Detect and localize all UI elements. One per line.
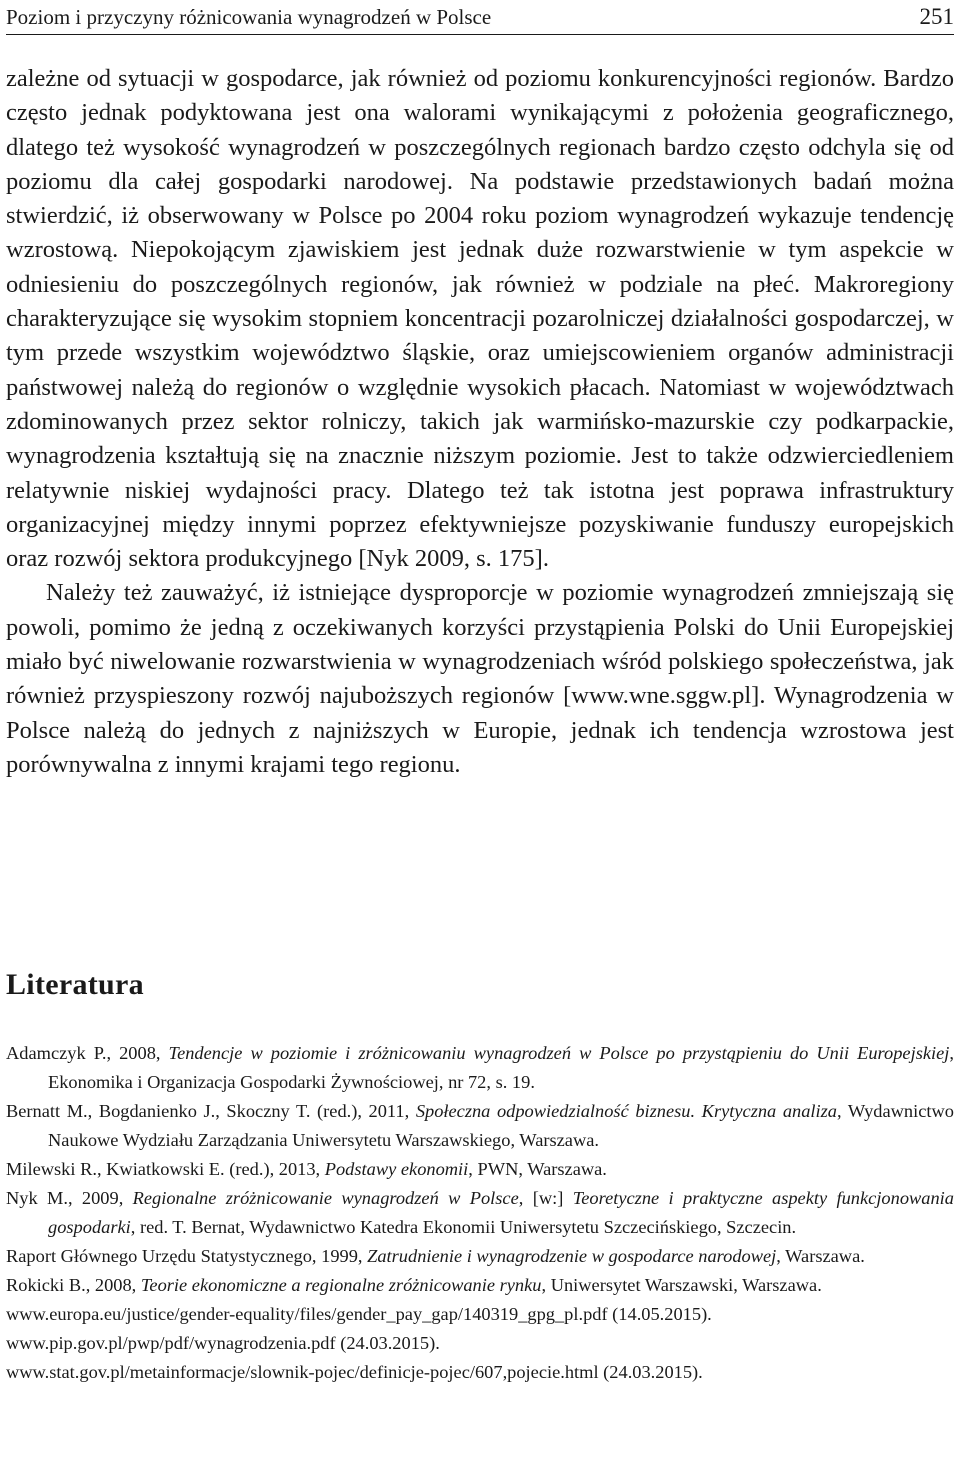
reference-details: , Uniwersytet Warszawski, Warszawa. — [541, 1275, 822, 1295]
reference-author: Nyk M., 2009, — [6, 1188, 133, 1208]
reference-item — [6, 1039, 954, 1097]
reference-details: , Warszawa. — [776, 1246, 865, 1266]
page-number: 251 — [919, 4, 954, 29]
paragraph: Należy też zauważyć, iż istniejące dysproporcje w poziomie wynagrodzeń zmniejszają się powoli, pomimo że jedną z oczekiwanych korzyści przystąpienia Polski do Unii Europejskiej miało być niwelowanie rozwarstwienia w wynagrodzeniach wśród polskiego społeczeństwa, jak również przyspieszony rozwój najuboższych regionów [www.wne.sggw.pl]. Wynagrodzenia w Polsce należą do jednych z najniższych w Europie, jednak ich tendencja wzrostowa jest porównywalna z innymi krajami tego regionu. — [6, 579, 954, 778]
reference-details: , red. T. Bernat, Wydawnictwo Katedra Ekonomii Uniwersytetu Szczecińskiego, Szczecin. — [130, 1217, 797, 1237]
reference-details: , Wydawnictwo Naukowe Wydziału Zarządzania Uniwersytetu Warszawskiego, Warszawa. — [48, 1101, 954, 1150]
running-header — [6, 0, 954, 35]
reference-author: Bernatt M., Bogdanienko J., Skoczny T. (red.), 2011, — [6, 1101, 416, 1121]
reference-connector: , [w:] — [518, 1188, 573, 1208]
reference-book-title: Teoretyczne i praktyczne aspekty funkcjonowania gospodarki — [48, 1188, 954, 1237]
reference-author: Milewski R., Kwiatkowski E. (red.), 2013, — [6, 1159, 325, 1179]
reference-title: Społeczna odpowiedzialność biznesu. Krytyczna analiza — [415, 1101, 837, 1121]
reference-author: Adamczyk P., 2008, — [6, 1043, 169, 1063]
reference-url: www.pip.gov.pl/pwp/pdf/wynagrodzenia.pdf (24.03.2015). — [6, 1333, 440, 1353]
reference-details: , PWN, Warszawa. — [468, 1159, 607, 1179]
reference-author: Rokicki B., 2008, — [6, 1275, 141, 1295]
reference-item — [6, 1271, 954, 1300]
reference-title: Regionalne zróżnicowanie wynagrodzeń w Polsce — [132, 1188, 519, 1208]
section-heading-literature: Literatura — [6, 968, 144, 1001]
reference-title: Zatrudnienie i wynagrodzenie w gospodarce narodowej — [367, 1246, 777, 1266]
reference-item — [6, 1242, 954, 1271]
reference-item — [6, 1097, 954, 1155]
reference-url: www.stat.gov.pl/metainformacje/slownik-pojec/definicje-pojec/607,pojecie.html (24.03.2015). — [6, 1362, 703, 1382]
reference-details: , Ekonomika i Organizacja Gospodarki Żywnościowej, nr 72, s. 19. — [48, 1043, 955, 1092]
reference-item — [6, 1155, 954, 1184]
body-text — [6, 62, 954, 782]
reference-title: Teorie ekonomiczne a regionalne zróżnicowanie rynku — [140, 1275, 542, 1295]
reference-author: Raport Głównego Urzędu Statystycznego, 1999, — [6, 1246, 368, 1266]
reference-list — [6, 1039, 954, 1387]
reference-item — [6, 1184, 954, 1242]
reference-title: Tendencje w poziomie i zróżnicowaniu wynagrodzeń w Polsce po przystąpieniu do Unii Europejskiej — [168, 1043, 950, 1063]
reference-url: www.europa.eu/justice/gender-equality/files/gender_pay_gap/140319_gpg_pl.pdf (14.05.2015). — [6, 1304, 712, 1324]
reference-title: Podstawy ekonomii — [324, 1159, 469, 1179]
running-title: Poziom i przyczyny różnicowania wynagrodzeń w Polsce — [6, 4, 492, 29]
paragraph: zależne od sytuacji w gospodarce, jak również od poziomu konkurencyjności regionów. Bardzo często jednak podyktowana jest ona walorami wynikającymi z położenia geograficznego, dlatego też wysokość wynagrodzeń w poszczególnych regionach bardzo często odchyla się od poziomu dla całej gospodarki narodowej. Na podstawie przedstawionych badań można stwierdzić, iż obserwowany w Polsce po 2004 roku poziom wynagrodzeń wykazuje tendencję wzrostową. Niepokojącym zjawiskiem jest jednak duże rozwarstwienie w tym aspekcie w odniesieniu do poszczególnych regionów, jak również w podziale na płeć. Makroregiony charakteryzujące się wysokim stopniem koncentracji pozarolniczej działalności gospodarczej, w tym przede wszystkim województwo śląskie, oraz umiejscowieniem organów administracji państwowej należą do regionów o względnie wysokich płacach. Natomiast w województwach zdominowanych przez sektor rolniczy, takich jak warmińsko-mazurskie czy podkarpackie, wynagrodzenia kształtują się na znacznie niższym poziomie. Jest to także odzwierciedleniem relatywnie niskiej wydajności pracy. Dlatego też tak istotna jest poprawa infrastruktury organizacyjnej między innymi poprzez efektywniejsze pozyskiwanie funduszy europejskich oraz rozwój sektora produkcyjnego [Nyk 2009, s. 175]. — [6, 65, 954, 573]
